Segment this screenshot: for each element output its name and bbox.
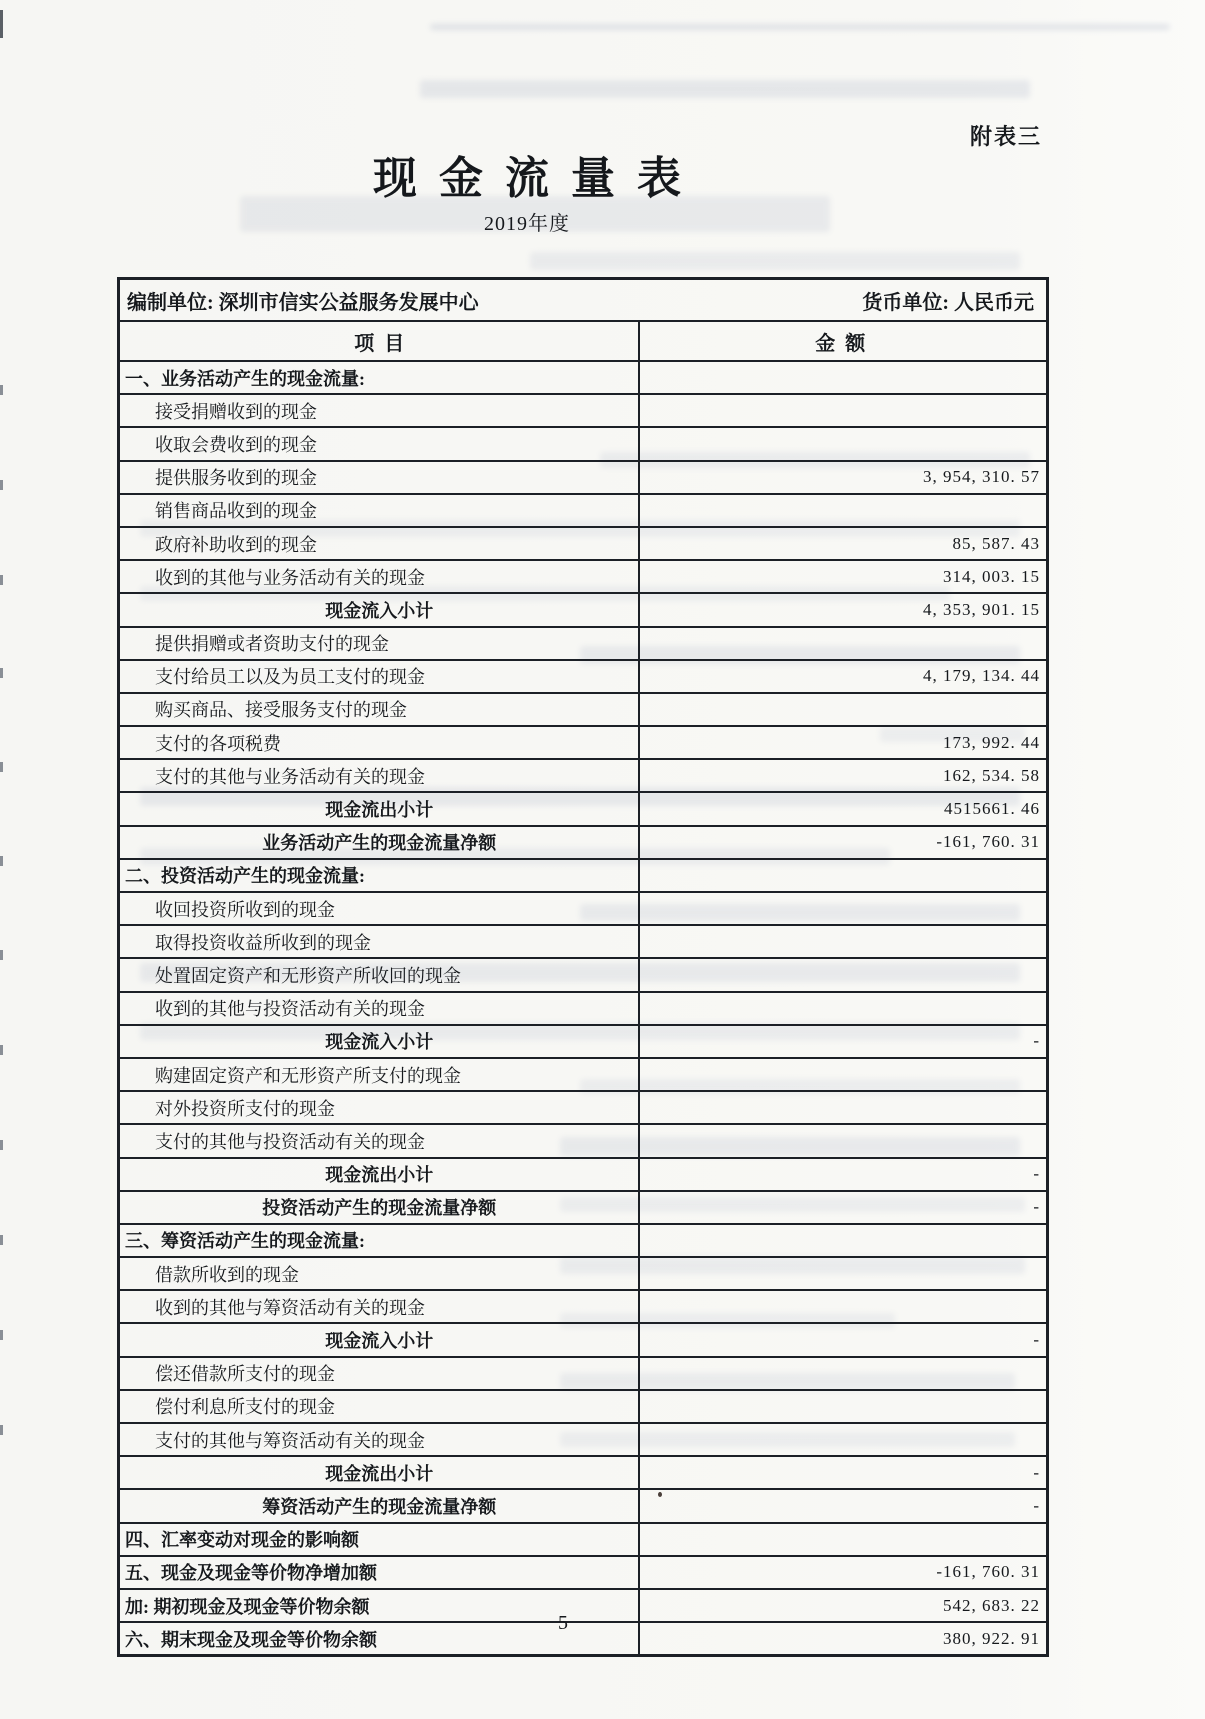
bleedthrough-artifact — [530, 252, 1020, 270]
item-cell: 政府补助收到的现金 — [120, 528, 640, 559]
item-cell: 收到的其他与投资活动有关的现金 — [120, 993, 640, 1024]
bleedthrough-artifact — [420, 80, 1030, 98]
amount-cell — [640, 926, 1046, 957]
amount-cell — [640, 628, 1046, 659]
amount-cell — [640, 1391, 1046, 1422]
item-cell: 提供服务收到的现金 — [120, 462, 640, 493]
item-cell: 收到的其他与业务活动有关的现金 — [120, 561, 640, 592]
item-cell: 支付给员工以及为员工支付的现金 — [120, 661, 640, 692]
item-cell: 支付的其他与投资活动有关的现金 — [120, 1125, 640, 1156]
item-cell: 购建固定资产和无形资产所支付的现金 — [120, 1059, 640, 1090]
amount-cell — [640, 1424, 1046, 1455]
table-row — [120, 559, 1046, 592]
amount-cell — [640, 1258, 1046, 1289]
scan-edge-mark — [0, 856, 3, 866]
amount-cell: - — [1033, 1495, 1040, 1515]
table-row — [120, 825, 1046, 858]
item-cell: 销售商品收到的现金 — [120, 495, 640, 526]
item-cell: 现金流出小计 — [120, 793, 640, 824]
item-cell: 一、业务活动产生的现金流量: — [120, 362, 640, 393]
amount-cell: 173, 992. 44 — [943, 732, 1040, 752]
table-row — [120, 1223, 1046, 1256]
table-row — [120, 858, 1046, 891]
item-cell: 偿付利息所支付的现金 — [120, 1391, 640, 1422]
amount-cell: 4515661. 46 — [944, 799, 1040, 819]
amount-cell: - — [1033, 1462, 1040, 1482]
table-row — [120, 957, 1046, 990]
item-cell: 现金流入小计 — [120, 1324, 640, 1355]
amount-cell — [640, 1059, 1046, 1090]
annex-label: 附表三 — [969, 124, 1042, 149]
item-cell: 接受捐赠收到的现金 — [120, 395, 640, 426]
currency-unit: 货币单位: 人民币元 — [862, 291, 1034, 314]
amount-cell — [640, 1358, 1046, 1389]
table-row — [120, 360, 1046, 393]
amount-cell: 314, 003. 15 — [943, 566, 1040, 586]
table-row — [120, 1455, 1046, 1488]
item-cell: 支付的各项税费 — [120, 727, 640, 758]
table-row — [120, 1123, 1046, 1156]
amount-cell: -161, 760. 31 — [936, 1562, 1040, 1582]
table-row — [120, 1157, 1046, 1190]
prepared-by: 编制单位: 深圳市信实公益服务发展中心 — [127, 291, 479, 314]
item-cell: 提供捐赠或者资助支付的现金 — [120, 628, 640, 659]
table-info-row — [120, 280, 1046, 320]
table-row — [120, 725, 1046, 758]
table-row — [120, 1422, 1046, 1455]
scan-edge-mark — [0, 1330, 3, 1340]
table-row — [120, 1024, 1046, 1057]
amount-cell: 4, 179, 134. 44 — [923, 666, 1040, 686]
table-row — [120, 1057, 1046, 1090]
amount-cell: 162, 534. 58 — [943, 765, 1040, 785]
table-row — [120, 891, 1046, 924]
table-row — [120, 758, 1046, 791]
scan-edge-mark — [0, 762, 3, 772]
scan-edge-mark — [0, 950, 3, 960]
table-row — [120, 659, 1046, 692]
item-cell: 加: 期初现金及现金等价物余额 — [120, 1590, 640, 1621]
table-row — [120, 1522, 1046, 1555]
amount-cell: 3, 954, 310. 57 — [923, 467, 1040, 487]
table-row — [120, 460, 1046, 493]
item-cell: 支付的其他与筹资活动有关的现金 — [120, 1424, 640, 1455]
amount-cell — [640, 495, 1046, 526]
amount-cell: 4, 353, 901. 15 — [923, 599, 1040, 619]
table-row — [120, 1356, 1046, 1389]
amount-cell — [640, 428, 1046, 459]
table-row — [120, 426, 1046, 459]
table-row — [120, 1090, 1046, 1123]
table-row — [120, 924, 1046, 957]
amount-cell: 85, 587. 43 — [952, 533, 1040, 553]
item-cell: 五、现金及现金等价物净增加额 — [120, 1557, 640, 1588]
item-cell: 借款所收到的现金 — [120, 1258, 640, 1289]
item-cell: 筹资活动产生的现金流量净额 — [120, 1490, 640, 1521]
amount-cell — [640, 860, 1046, 891]
table-row — [120, 791, 1046, 824]
scan-edge-mark — [0, 480, 3, 490]
item-cell: 处置固定资产和无形资产所收回的现金 — [120, 959, 640, 990]
table-row — [120, 626, 1046, 659]
table-row — [120, 1256, 1046, 1289]
page-title: 现金流量表 — [373, 154, 703, 203]
item-cell: 四、汇率变动对现金的影响额 — [120, 1524, 640, 1555]
cash-flow-table — [117, 277, 1049, 1657]
item-cell: 三、筹资活动产生的现金流量: — [120, 1225, 640, 1256]
amount-cell: 380, 922. 91 — [943, 1628, 1040, 1648]
table-rows — [120, 360, 1046, 1654]
amount-cell — [640, 694, 1046, 725]
amount-cell — [640, 959, 1046, 990]
table-header-row — [120, 320, 1046, 360]
table-row — [120, 1389, 1046, 1422]
table-row — [120, 991, 1046, 1024]
table-row — [120, 1322, 1046, 1355]
item-cell: 对外投资所支付的现金 — [120, 1092, 640, 1123]
table-row — [120, 393, 1046, 426]
amount-cell: - — [1033, 1164, 1040, 1184]
amount-cell — [640, 1092, 1046, 1123]
report-year: 2019年度 — [484, 213, 570, 235]
table-row — [120, 1289, 1046, 1322]
amount-cell — [640, 1291, 1046, 1322]
item-cell: 取得投资收益所收到的现金 — [120, 926, 640, 957]
amount-cell — [640, 993, 1046, 1024]
item-cell: 现金流入小计 — [120, 594, 640, 625]
item-cell: 现金流出小计 — [120, 1457, 640, 1488]
item-cell: 现金流出小计 — [120, 1159, 640, 1190]
item-cell: 收回投资所收到的现金 — [120, 893, 640, 924]
item-cell: 现金流入小计 — [120, 1026, 640, 1057]
table-row — [120, 1488, 1046, 1521]
item-cell: 六、期末现金及现金等价物余额 — [120, 1623, 640, 1654]
amount-column-header: 金 额 — [815, 332, 866, 355]
item-cell: 收到的其他与筹资活动有关的现金 — [120, 1291, 640, 1322]
amount-cell: - — [1033, 1031, 1040, 1051]
amount-cell — [640, 362, 1046, 393]
amount-cell: - — [1033, 1330, 1040, 1350]
scan-edge-mark — [0, 1425, 3, 1435]
scan-edge-mark — [0, 1235, 3, 1245]
amount-cell — [640, 1125, 1046, 1156]
item-cell: 二、投资活动产生的现金流量: — [120, 860, 640, 891]
table-row — [120, 592, 1046, 625]
scan-edge-mark — [0, 1140, 3, 1150]
scan-edge-mark — [0, 668, 3, 678]
scan-edge-mark — [0, 575, 3, 585]
amount-cell — [640, 1225, 1046, 1256]
amount-cell — [640, 1524, 1046, 1555]
table-row — [120, 493, 1046, 526]
table-row — [120, 1555, 1046, 1588]
page-number: 5 — [558, 1612, 568, 1634]
table-row — [120, 692, 1046, 725]
table-row — [120, 526, 1046, 559]
amount-cell: 542, 683. 22 — [943, 1595, 1040, 1615]
item-cell: 投资活动产生的现金流量净额 — [120, 1192, 640, 1223]
item-cell: 支付的其他与业务活动有关的现金 — [120, 760, 640, 791]
item-cell: 收取会费收到的现金 — [120, 428, 640, 459]
item-cell: 偿还借款所支付的现金 — [120, 1358, 640, 1389]
amount-cell — [640, 395, 1046, 426]
amount-cell — [640, 893, 1046, 924]
item-column-header: 项 目 — [120, 322, 640, 360]
scan-edge-mark — [0, 10, 3, 38]
scan-edge-mark — [0, 385, 3, 395]
scan-edge-mark — [0, 1045, 3, 1055]
item-cell: 业务活动产生的现金流量净额 — [120, 827, 640, 858]
item-cell: 购买商品、接受服务支付的现金 — [120, 694, 640, 725]
amount-cell: -161, 760. 31 — [936, 832, 1040, 852]
amount-cell: - — [1033, 1197, 1040, 1217]
bleedthrough-artifact — [430, 24, 1170, 30]
table-row — [120, 1190, 1046, 1223]
